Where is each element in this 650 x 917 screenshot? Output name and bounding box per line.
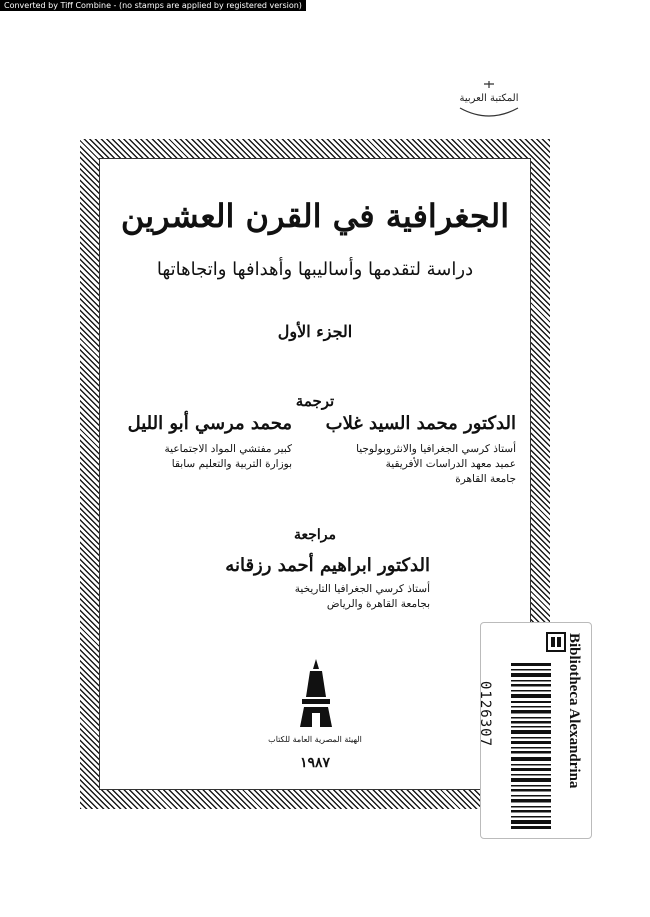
book-subtitle: دراسة لتقدمها وأساليبها وأهدافها واتجاهاتها	[156, 259, 474, 280]
translator-1	[326, 413, 516, 487]
reviewer	[225, 555, 430, 612]
translator-2	[128, 413, 292, 472]
library-name: Bibliotheca Alexandrina	[566, 633, 582, 789]
reviewer-line: بجامعة القاهرة والرياض	[326, 598, 430, 610]
translator-1-line: عميد معهد الدراسات الأفريقية	[385, 458, 516, 470]
library-logo-icon	[545, 631, 567, 653]
translator-1-line: أستاذ كرسي الجغرافيا والانثروبولوجيا	[356, 443, 516, 455]
translator-2-name: محمد مرسي أبو الليل	[127, 413, 292, 434]
translator-2-line: كبير مفتشي المواد الاجتماعية	[164, 443, 292, 455]
translator-1-name: الدكتور محمد السيد غلاب	[325, 413, 516, 434]
publisher-logo-icon	[296, 657, 336, 731]
converter-banner: Converted by Tiff Combine - (no stamps are applied by registered version)	[0, 0, 306, 11]
review-label: مراجعة	[293, 527, 337, 543]
reviewer-line: أستاذ كرسي الجغرافيا التاريخية	[294, 583, 430, 595]
translator-1-line: جامعة القاهرة	[455, 473, 516, 485]
stamp-text: المكتبة العربية	[459, 93, 519, 104]
publisher-name: الهيئة المصرية العامة للكتاب	[268, 735, 362, 744]
translator-2-line: بوزارة التربية والتعليم سابقا	[171, 458, 292, 470]
publication-year: ١٩٨٧	[299, 755, 331, 771]
barcode-bars	[511, 663, 551, 829]
library-barcode-label	[477, 622, 592, 839]
barcode-number: 0126307	[477, 681, 493, 748]
volume-label: الجزء الأول	[277, 322, 353, 341]
library-stamp	[456, 80, 522, 120]
book-title: الجغرافية في القرن العشرين	[120, 197, 510, 235]
translated-by-label: ترجمة	[295, 392, 335, 410]
cover-inner	[99, 158, 531, 790]
reviewer-name: الدكتور ابراهيم أحمد رزقانه	[225, 555, 430, 576]
